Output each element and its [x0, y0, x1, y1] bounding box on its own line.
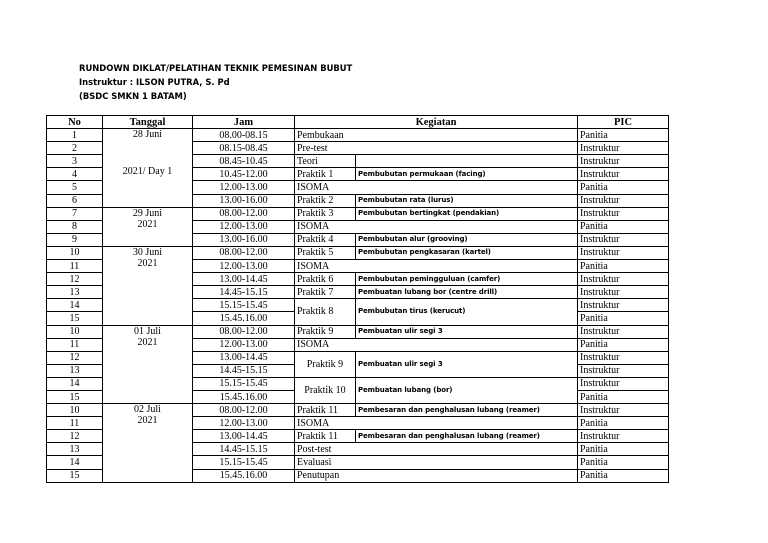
date-label: 01 Juli	[134, 325, 161, 337]
row-number: 10	[47, 246, 103, 259]
row-number: 4	[47, 168, 103, 181]
pic-cell: Instruktur	[578, 351, 669, 364]
row-number: 11	[47, 417, 103, 430]
time-cell: 08.00-12.00	[193, 404, 295, 417]
date-label: 30 Juni	[132, 246, 163, 258]
row-number: 11	[47, 338, 103, 351]
table-header-row	[47, 116, 669, 129]
time-cell: 15.15-15.45	[193, 456, 295, 469]
row-number: 14	[47, 299, 103, 312]
row-number: 11	[47, 260, 103, 273]
activity-cell: Praktik 1	[295, 168, 356, 181]
row-number: 13	[47, 443, 103, 456]
activity-cell: Praktik 11	[295, 430, 356, 443]
activity-cell: Praktik 5	[295, 246, 356, 259]
activity-cell: Praktik 6	[295, 273, 356, 286]
pic-cell: Instruktur	[578, 168, 669, 181]
date-cell	[103, 129, 193, 208]
pic-cell: Instruktur	[578, 325, 669, 338]
row-number: 10	[47, 404, 103, 417]
time-cell: 13.00-16.00	[193, 194, 295, 207]
activity-cell: Praktik 8	[295, 299, 356, 325]
time-cell: 12.00-13.00	[193, 260, 295, 273]
activity-cell: ISOMA	[295, 338, 578, 351]
date-year: 2021	[137, 257, 158, 269]
activity-detail: Pembuatan ulir segi 3	[356, 351, 578, 377]
pic-cell: Panitia	[578, 417, 669, 430]
date-year: 2021	[137, 415, 158, 427]
time-cell: 15.45.16.00	[193, 312, 295, 325]
activity-cell: Praktik 3	[295, 207, 356, 220]
activity-detail	[356, 155, 578, 168]
activity-cell: Praktik 9	[295, 325, 356, 338]
pic-cell: Instruktur	[578, 194, 669, 207]
row-number: 10	[47, 325, 103, 338]
activity-detail: Pembubutan pemingguluan (camfer)	[356, 273, 578, 286]
activity-cell: ISOMA	[295, 220, 578, 233]
header-kegiatan: Kegiatan	[295, 116, 578, 129]
date-cell	[103, 404, 193, 483]
time-cell: 12.00-13.00	[193, 181, 295, 194]
header-pic: PIC	[578, 116, 669, 129]
time-cell: 13.00-14.45	[193, 273, 295, 286]
activity-cell: Praktik 2	[295, 194, 356, 207]
activity-detail: Pembubutan rata (lurus)	[356, 194, 578, 207]
pic-cell: Panitia	[578, 338, 669, 351]
table-row	[47, 207, 669, 220]
table-row	[47, 129, 669, 142]
time-cell: 08.15-08.45	[193, 142, 295, 155]
pic-cell: Instruktur	[578, 233, 669, 246]
table-row	[47, 246, 669, 259]
activity-detail: Pembubutan bertingkat (pendakian)	[356, 207, 578, 220]
time-cell: 13.00-14.45	[193, 430, 295, 443]
activity-cell: Evaluasi	[295, 456, 578, 469]
time-cell: 15.15-15.45	[193, 377, 295, 390]
row-number: 8	[47, 220, 103, 233]
row-number: 1	[47, 129, 103, 142]
row-number: 5	[47, 181, 103, 194]
table-body	[47, 129, 669, 483]
row-number: 15	[47, 312, 103, 325]
time-cell: 15.15-15.45	[193, 299, 295, 312]
time-cell: 08.00-12.00	[193, 207, 295, 220]
row-number: 6	[47, 194, 103, 207]
date-label: 02 Juli	[134, 404, 161, 416]
pic-cell: Instruktur	[578, 286, 669, 299]
date-year: 2021/ Day 1	[122, 166, 173, 178]
row-number: 14	[47, 456, 103, 469]
time-cell: 12.00-13.00	[193, 417, 295, 430]
pic-cell: Instruktur	[578, 246, 669, 259]
pic-cell: Panitia	[578, 220, 669, 233]
activity-cell: Post-test	[295, 443, 578, 456]
activity-cell: ISOMA	[295, 260, 578, 273]
pic-cell: Instruktur	[578, 430, 669, 443]
pic-cell: Instruktur	[578, 377, 669, 390]
activity-cell: ISOMA	[295, 181, 578, 194]
pic-cell: Panitia	[578, 181, 669, 194]
table-row	[47, 404, 669, 417]
document-title: RUNDOWN DIKLAT/PELATIHAN TEKNIK PEMESINAN BUBUT	[79, 63, 353, 73]
time-cell: 08.45-10.45	[193, 155, 295, 168]
activity-detail: Pembuatan lubang (bor)	[356, 377, 578, 403]
date-year: 2021	[137, 336, 158, 348]
pic-cell: Instruktur	[578, 299, 669, 312]
time-cell: 14.45-15.15	[193, 286, 295, 299]
activity-detail: Pembesaran dan penghalusan lubang (reamer)	[356, 430, 578, 443]
date-cell	[103, 246, 193, 325]
time-cell: 13.00-14.45	[193, 351, 295, 364]
pic-cell: Panitia	[578, 390, 669, 403]
row-number: 12	[47, 273, 103, 286]
date-label: 28 Juni	[132, 129, 163, 141]
time-cell: 14.45-15.15	[193, 443, 295, 456]
time-cell: 08.00-08.15	[193, 129, 295, 142]
pic-cell: Instruktur	[578, 207, 669, 220]
time-cell: 15.45.16.00	[193, 469, 295, 482]
instructor-line: Instruktur : ILSON PUTRA, S. Pd	[79, 77, 230, 87]
activity-cell: Praktik 9	[295, 351, 356, 377]
pic-cell: Panitia	[578, 312, 669, 325]
header-tanggal: Tanggal	[103, 116, 193, 129]
activity-detail: Pembubutan pengkasaran (kartel)	[356, 246, 578, 259]
row-number: 2	[47, 142, 103, 155]
date-cell	[103, 207, 193, 246]
row-number: 7	[47, 207, 103, 220]
activity-cell: Pre-test	[295, 142, 578, 155]
time-cell: 14.45-15.15	[193, 364, 295, 377]
pic-cell: Instruktur	[578, 142, 669, 155]
institution-line: (BSDC SMKN 1 BATAM)	[79, 91, 187, 101]
activity-detail: Pembesaran dan penghalusan lubang (reamer)	[356, 404, 578, 417]
row-number: 12	[47, 351, 103, 364]
time-cell: 15.45.16.00	[193, 390, 295, 403]
activity-cell: Praktik 11	[295, 404, 356, 417]
pic-cell: Instruktur	[578, 404, 669, 417]
date-cell	[103, 325, 193, 404]
activity-detail: Pembuatan ulir segi 3	[356, 325, 578, 338]
table-row	[47, 325, 669, 338]
time-cell: 08.00-12.00	[193, 325, 295, 338]
row-number: 9	[47, 233, 103, 246]
rundown-table	[46, 115, 669, 483]
row-number: 15	[47, 469, 103, 482]
activity-cell: Praktik 4	[295, 233, 356, 246]
activity-cell: Penutupan	[295, 469, 578, 482]
activity-cell: Praktik 7	[295, 286, 356, 299]
date-label: 29 Juni	[132, 207, 163, 219]
time-cell: 13.00-16.00	[193, 233, 295, 246]
time-cell: 08.00-12.00	[193, 246, 295, 259]
pic-cell: Panitia	[578, 469, 669, 482]
time-cell: 10.45-12.00	[193, 168, 295, 181]
pic-cell: Panitia	[578, 129, 669, 142]
pic-cell: Panitia	[578, 443, 669, 456]
row-number: 14	[47, 377, 103, 390]
row-number: 13	[47, 286, 103, 299]
row-number: 13	[47, 364, 103, 377]
activity-detail: Pembubutan alur (grooving)	[356, 233, 578, 246]
pic-cell: Panitia	[578, 260, 669, 273]
row-number: 15	[47, 390, 103, 403]
activity-detail: Pembubutan tirus (kerucut)	[356, 299, 578, 325]
activity-detail: Pembuatan lubang bor (centre drill)	[356, 286, 578, 299]
pic-cell: Instruktur	[578, 273, 669, 286]
time-cell: 12.00-13.00	[193, 220, 295, 233]
activity-cell: Teori	[295, 155, 356, 168]
row-number: 12	[47, 430, 103, 443]
time-cell: 12.00-13.00	[193, 338, 295, 351]
pic-cell: Instruktur	[578, 364, 669, 377]
header-no: No	[47, 116, 103, 129]
activity-detail: Pembubutan permukaan (facing)	[356, 168, 578, 181]
date-year: 2021	[137, 218, 158, 230]
activity-cell: Pembukaan	[295, 129, 578, 142]
header-jam: Jam	[193, 116, 295, 129]
pic-cell: Instruktur	[578, 155, 669, 168]
pic-cell: Panitia	[578, 456, 669, 469]
activity-cell: Praktik 10	[295, 377, 356, 403]
row-number: 3	[47, 155, 103, 168]
activity-cell: ISOMA	[295, 417, 578, 430]
